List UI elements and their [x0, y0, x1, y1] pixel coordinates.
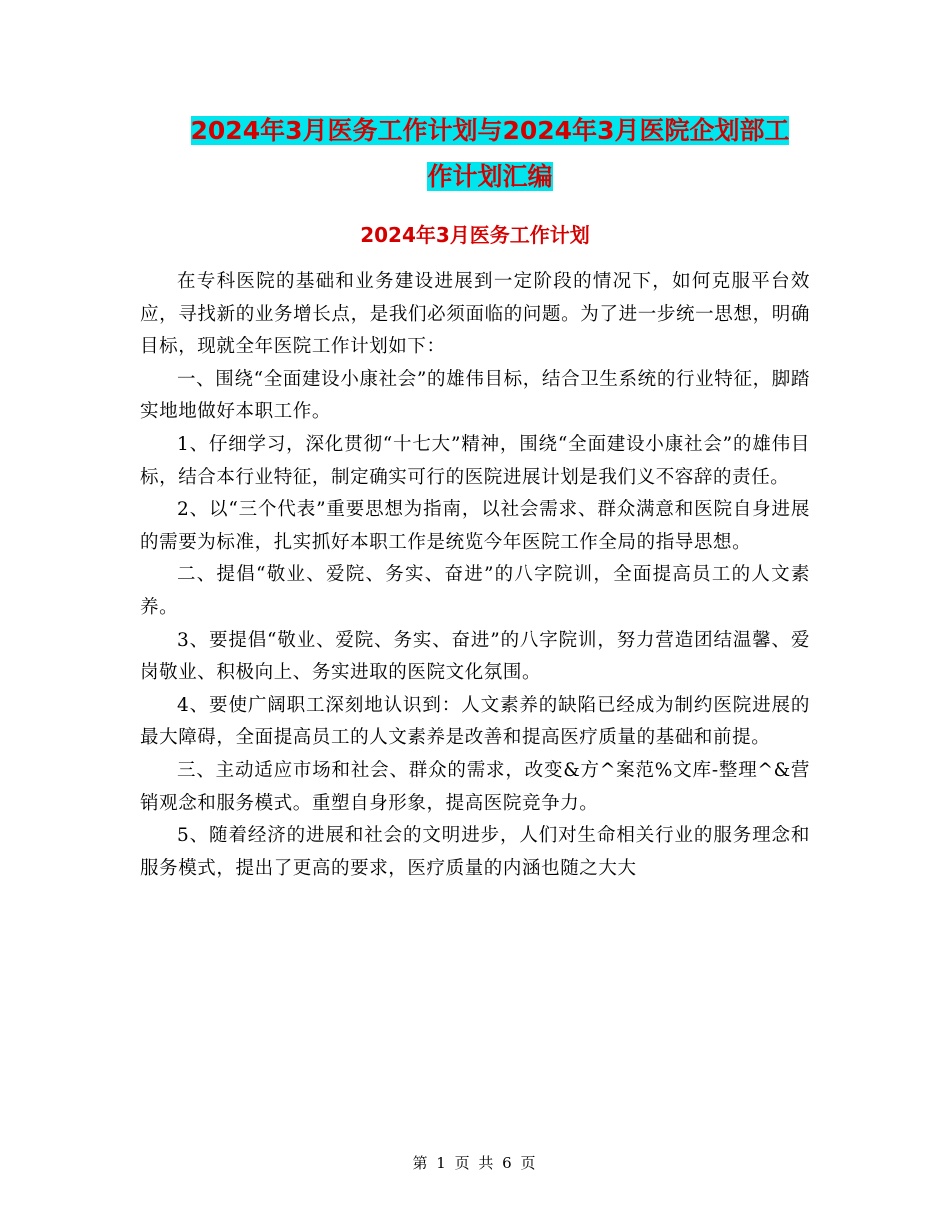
paragraph: 1、仔细学习，深化贯彻“十七大”精神，围绕“全面建设小康社会”的雄伟目标，结合本行业特征，制定确实可行的医院进展计划是我们义不容辞的责任。 — [140, 433, 810, 488]
document-title — [140, 108, 840, 200]
page-number-footer: 第 1 页 共 6 页 — [412, 1154, 538, 1172]
document-title-line-1: 2024年3月医务工作计划与2024年3月医院企划部工 — [190, 116, 790, 145]
paragraph: 3、要提倡“敬业、爱院、务实、奋进”的八字院训，努力营造团结温馨、爱岗敬业、积极向上、务实进取的医院文化氛围。 — [140, 629, 810, 684]
paragraph: 2、以“三个代表”重要思想为指南，以社会需求、群众满意和医院自身进展的需要为标准，扎实抓好本职工作是统览今年医院工作全局的指导思想。 — [140, 499, 810, 553]
document-title-line-2: 作计划汇编 — [427, 162, 553, 191]
paragraph: 三、主动适应市场和社会、群众的需求，改变&方^案范%文库-整理^&营销观念和服务模式。重塑自身形象，提高医院竞争力。 — [140, 759, 810, 814]
paragraph: 4、要使广阔职工深刻地认识到：人文素养的缺陷已经成为制约医院进展的最大障碍，全面提高员工的人文素养是改善和提高医疗质量的基础和前提。 — [140, 694, 810, 749]
section-title: 2024年3月医务工作计划 — [360, 223, 590, 247]
paragraph: 二、提倡“敬业、爱院、务实、奋进”的八字院训，全面提高员工的人文素养。 — [140, 564, 810, 618]
paragraph: 5、随着经济的进展和社会的文明进步，人们对生命相关行业的服务理念和服务模式，提出了更高的要求，医疗质量的内涵也随之大大 — [140, 825, 810, 879]
paragraph: 在专科医院的基础和业务建设进展到一定阶段的情况下，如何克服平台效应，寻找新的业务增长点，是我们必须面临的问题。为了进一步统一思想，明确目标，现就全年医院工作计划如下： — [140, 271, 810, 358]
document-body — [140, 266, 810, 885]
paragraph: 一、围绕“全面建设小康社会”的雄伟目标，结合卫生系统的行业特征，脚踏实地地做好本职工作。 — [140, 368, 810, 423]
